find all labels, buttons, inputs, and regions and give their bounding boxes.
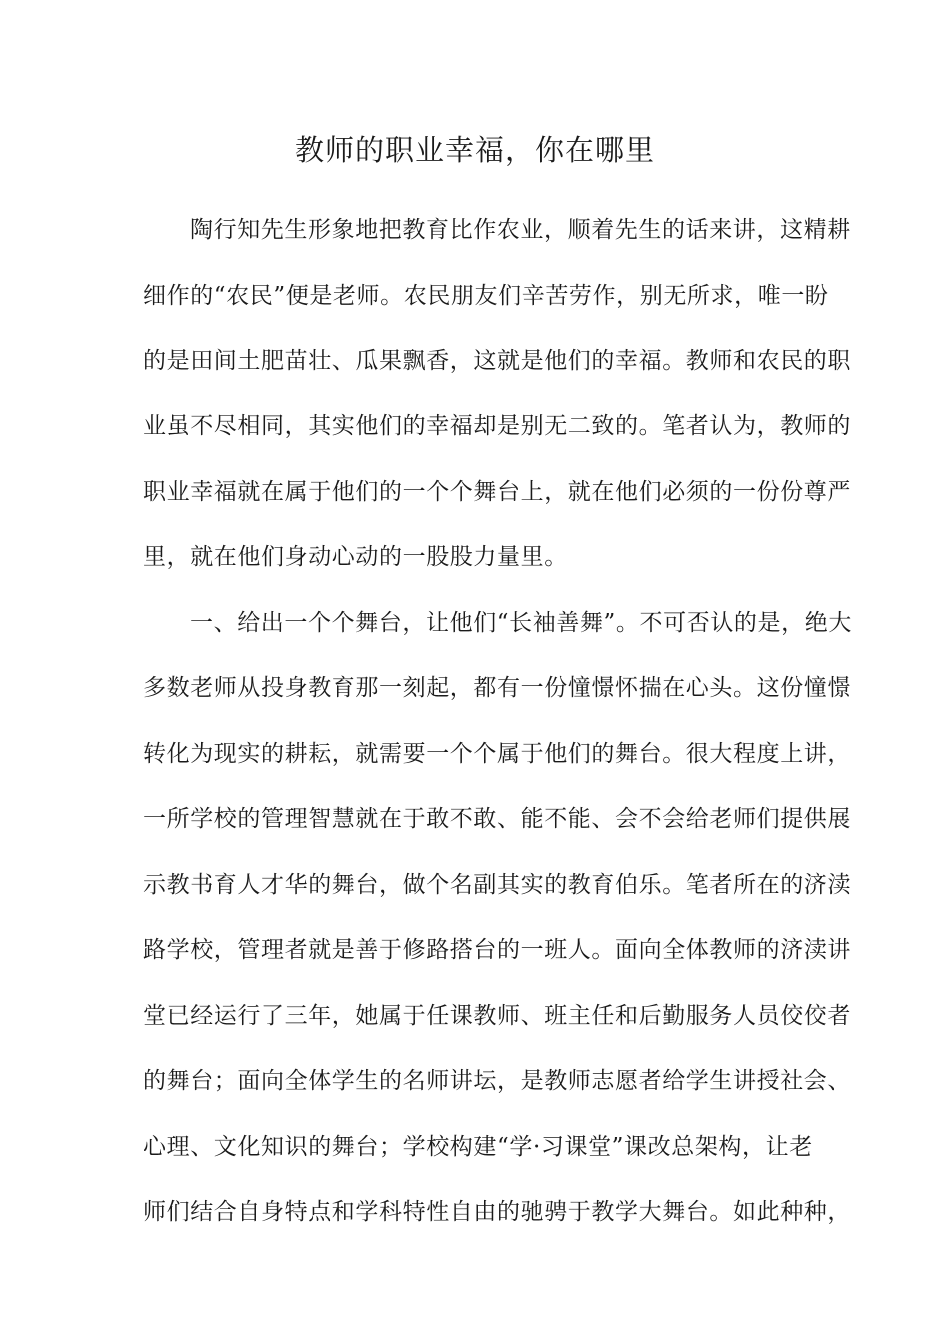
paragraph-1-line-4: 业虽不尽相同，其实他们的幸福却是别无二致的。笔者认为，教师的 [143, 413, 851, 439]
paragraph-1-line-6: 里，就在他们身动心动的一股股力量里。 [143, 544, 568, 570]
paragraph-2-line-6: 路学校，管理者就是善于修路搭台的一班人。面向全体教师的济渎讲 [143, 937, 851, 963]
paragraph-1-line-5: 职业幸福就在属于他们的一个个舞台上，就在他们必须的一份份尊严 [143, 479, 851, 505]
paragraph-1-line-2: 细作的“农民”便是老师。农民朋友们辛苦劳作，别无所求，唯一盼 [143, 283, 829, 309]
paragraph-2-line-7: 堂已经运行了三年，她属于任课教师、班主任和后勤服务人员佼佼者 [143, 1003, 851, 1029]
paragraph-1-line-1: 陶行知先生形象地把教育比作农业，顺着先生的话来讲，这精耕 [190, 217, 851, 243]
document-title: 教师的职业幸福，你在哪里 [294, 133, 655, 167]
paragraph-2-line-1: 一、给出一个个舞台，让他们“长袖善舞”。不可否认的是，绝大 [190, 610, 852, 636]
paragraph-2-line-10: 师们结合自身特点和学科特性自由的驰骋于教学大舞台。如此种种， [143, 1199, 851, 1225]
paragraph-2-line-8: 的舞台；面向全体学生的名师讲坛，是教师志愿者给学生讲授社会、 [143, 1068, 851, 1094]
paragraph-2-line-5: 示教书育人才华的舞台，做个名副其实的教育伯乐。笔者所在的济渎 [143, 872, 851, 898]
paragraph-2-line-4: 一所学校的管理智慧就在于敢不敢、能不能、会不会给老师们提供展 [143, 806, 851, 832]
paragraph-2-line-2: 多数老师从投身教育那一刻起，都有一份憧憬怀揣在心头。这份憧憬 [143, 675, 851, 701]
paragraph-1-line-3: 的是田间土肥苗壮、瓜果飘香，这就是他们的幸福。教师和农民的职 [143, 348, 851, 374]
paragraph-2-line-3: 转化为现实的耕耘，就需要一个个属于他们的舞台。很大程度上讲， [143, 741, 851, 767]
paragraph-2-line-9: 心理、文化知识的舞台；学校构建“学·习课堂”课改总架构，让老 [143, 1134, 813, 1160]
